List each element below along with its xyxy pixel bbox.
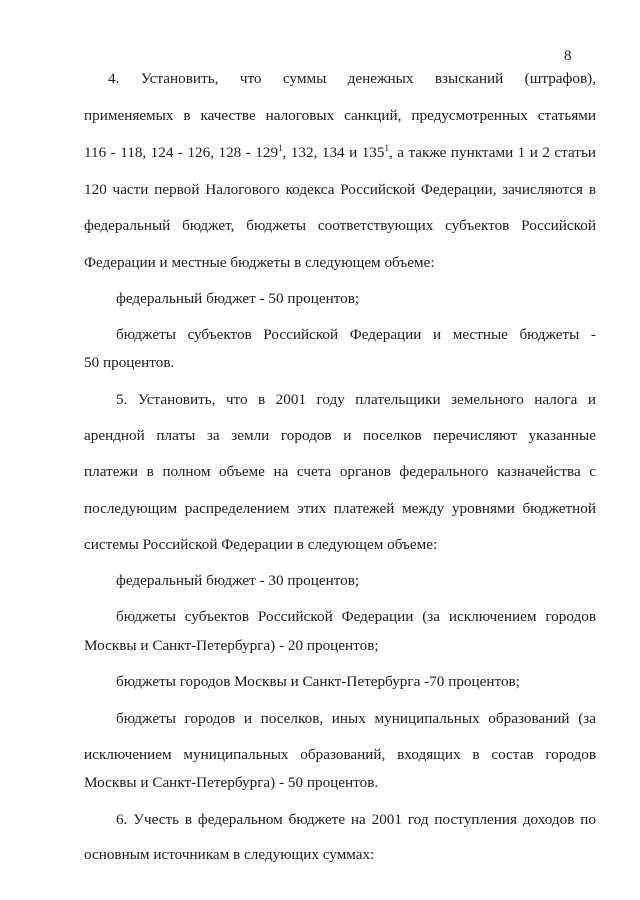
- superscript-1: 1: [278, 142, 283, 153]
- federal-budget-50-line: федеральный бюджет - 50 процентов;: [116, 290, 360, 307]
- paragraph-4-line-4: 120 части первой Налогового кодекса Российской Федерации, зачисляются в: [84, 181, 596, 198]
- moscow-spb-budgets-line: бюджеты городов Москвы и Санкт-Петербурга -70 процентов;: [116, 673, 520, 690]
- page-number: 8: [564, 48, 572, 64]
- paragraph-5-line-4: последующим распределением этих платежей между уровнями бюджетной: [84, 500, 596, 517]
- paragraph-4-line-5: федеральный бюджет, бюджеты соответствующих субъектов Российской: [84, 217, 596, 234]
- federal-budget-30-line: федеральный бюджет - 30 процентов;: [116, 572, 360, 589]
- paragraph-4-line-1: [108, 69, 596, 89]
- paragraph-4-line-3: [84, 143, 596, 163]
- articles-tail-text: , а также пунктами 1 и 2 статьи: [388, 144, 596, 161]
- municipal-budgets-line-3: Москвы и Санкт-Петербурга) - 50 процентов.: [84, 774, 379, 791]
- regional-budgets-line-2: Москвы и Санкт-Петербурга) - 20 процентов;: [84, 637, 379, 654]
- paragraph-5-line-5: системы Российской Федерации в следующем объеме:: [84, 536, 438, 553]
- paragraph-5-line-2: арендной платы за земли городов и поселков перечисляют указанные: [84, 427, 596, 444]
- paragraph-4-number: 4.: [108, 70, 120, 87]
- paragraph-5-line-1: 5. Установить, что в 2001 году плательщики земельного налога и: [116, 391, 596, 408]
- paragraph-4-line-2: применяемых в качестве налоговых санкций, предусмотренных статьями: [84, 107, 596, 124]
- regional-local-budgets-line-2: 50 процентов.: [84, 354, 175, 371]
- municipal-budgets-line-2: исключением муниципальных образований, входящих в состав городов: [84, 746, 596, 763]
- paragraph-6-line-2: основным источникам в следующих суммах:: [84, 846, 375, 863]
- municipal-budgets-line: бюджеты городов и поселков, иных муниципальных образований (за: [116, 710, 596, 727]
- regional-local-budgets-line: бюджеты субъектов Российской Федерации и местные бюджеты -: [116, 326, 596, 343]
- paragraph-4-text: Установить, что суммы денежных взысканий (штрафов),: [140, 70, 597, 87]
- paragraph-6-line-1: 6. Учесть в федеральном бюджете на 2001 год поступления доходов по: [116, 811, 596, 828]
- articles-list-text: , 132, 134 и 135: [282, 144, 385, 161]
- superscript-2: 1: [384, 142, 389, 153]
- paragraph-4-line-6: Федерации и местные бюджеты в следующем объеме:: [84, 254, 435, 271]
- regional-budgets-line: бюджеты субъектов Российской Федерации (за исключением городов: [116, 608, 596, 625]
- articles-range-text: 116 - 118, 124 - 126, 128 - 129: [84, 144, 279, 161]
- paragraph-5-line-3: платежи в полном объеме на счета органов федерального казначейства с: [84, 463, 596, 480]
